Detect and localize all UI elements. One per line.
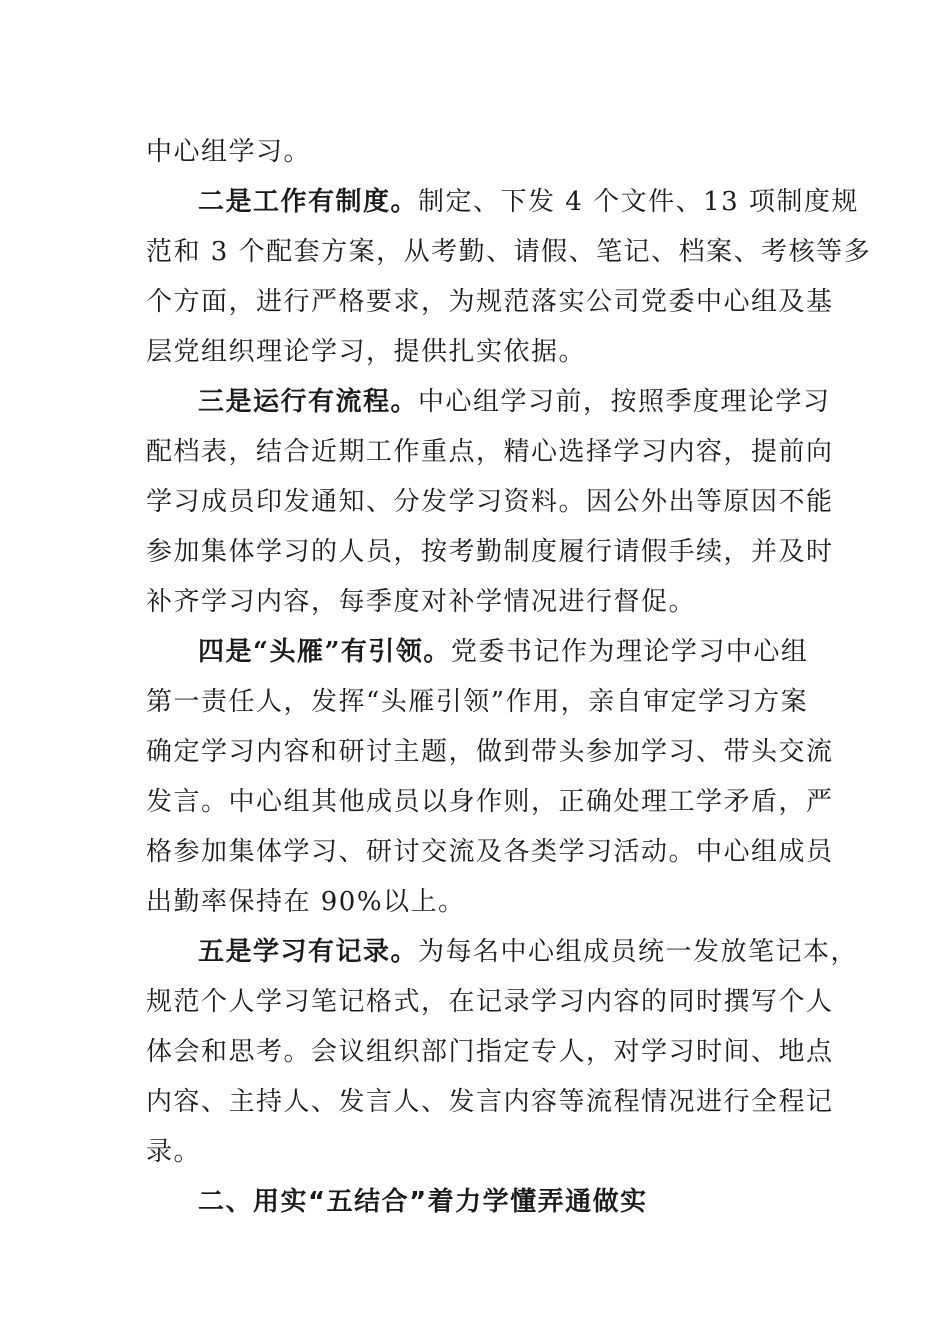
- paragraph-line: [146, 836, 834, 868]
- paragraph-line: [146, 886, 806, 918]
- line-text: 制定、下发 4 个文件、13 项制度规: [418, 187, 859, 217]
- paragraph-line: [146, 1086, 834, 1118]
- line-text: 体会和思考。会议组织部门指定专人，对学习时间、地点: [146, 1037, 834, 1067]
- line-text: 中心组学习前，按照季度理论学习: [418, 387, 831, 417]
- line-text: 出勤率保持在 90%以上。: [146, 887, 466, 917]
- line-text: 个方面，进行严格要求，为规范落实公司党委中心组及基: [146, 287, 834, 317]
- paragraph-line: [146, 486, 834, 518]
- paragraph-lead: 五是学习有记录。: [198, 937, 419, 967]
- paragraph-line: [198, 386, 831, 418]
- paragraph-line: [146, 536, 834, 568]
- section-heading: 二、用实“五结合”着力学懂弄通做实: [198, 1187, 648, 1217]
- paragraph-line: [198, 186, 859, 218]
- line-text: 第一责任人，发挥“头雁引领”作用，亲自审定学习方案: [146, 687, 809, 717]
- paragraph-lead: 四是“头雁”有引领。: [198, 637, 451, 667]
- paragraph-line: [198, 636, 809, 668]
- paragraph-line: [146, 136, 806, 168]
- line-text: 党委书记作为理论学习中心组: [450, 637, 809, 667]
- line-text: 格参加集体学习、研讨交流及各类学习活动。中心组成员: [146, 837, 834, 867]
- line-text: 内容、主持人、发言人、发言内容等流程情况进行全程记: [146, 1087, 834, 1117]
- line-text: 参加集体学习的人员，按考勤制度履行请假手续，并及时: [146, 537, 834, 567]
- line-text: 层党组织理论学习，提供扎实依据。: [146, 337, 587, 367]
- paragraph-lead: 二是工作有制度。: [198, 187, 419, 217]
- paragraph-line: [146, 336, 806, 368]
- line-text: 学习成员印发通知、分发学习资料。因公外出等原因不能: [146, 487, 834, 517]
- paragraph-line: [146, 736, 834, 768]
- paragraph-line: [146, 786, 834, 818]
- paragraph-line: [146, 986, 834, 1018]
- paragraph-line: [146, 236, 872, 268]
- paragraph-line: [146, 286, 834, 318]
- line-text: 确定学习内容和研讨主题，做到带头参加学习、带头交流: [146, 737, 834, 767]
- line-text: 规范个人学习笔记格式，在记录学习内容的同时撰写个人: [146, 987, 834, 1017]
- paragraph-lead: 三是运行有流程。: [198, 387, 419, 417]
- line-text: 配档表，结合近期工作重点，精心选择学习内容，提前向: [146, 437, 834, 467]
- paragraph-line: [146, 686, 809, 718]
- line-text: 补齐学习内容，每季度对补学情况进行督促。: [146, 587, 697, 617]
- line-text: 录。: [146, 1137, 202, 1167]
- line-text: 范和 3 个配套方案，从考勤、请假、笔记、档案、考核等多: [146, 237, 872, 267]
- line-text: 中心组学习。: [146, 137, 312, 167]
- paragraph-line: [146, 1036, 834, 1068]
- line-text: 发言。中心组其他成员以身作则，正确处理工学矛盾，严: [146, 787, 834, 817]
- paragraph-line: [198, 936, 859, 968]
- paragraph-line: [146, 1136, 806, 1168]
- paragraph-line: [146, 436, 834, 468]
- line-text: 为每名中心组成员统一发放笔记本，: [418, 937, 859, 967]
- paragraph-line: [146, 586, 806, 618]
